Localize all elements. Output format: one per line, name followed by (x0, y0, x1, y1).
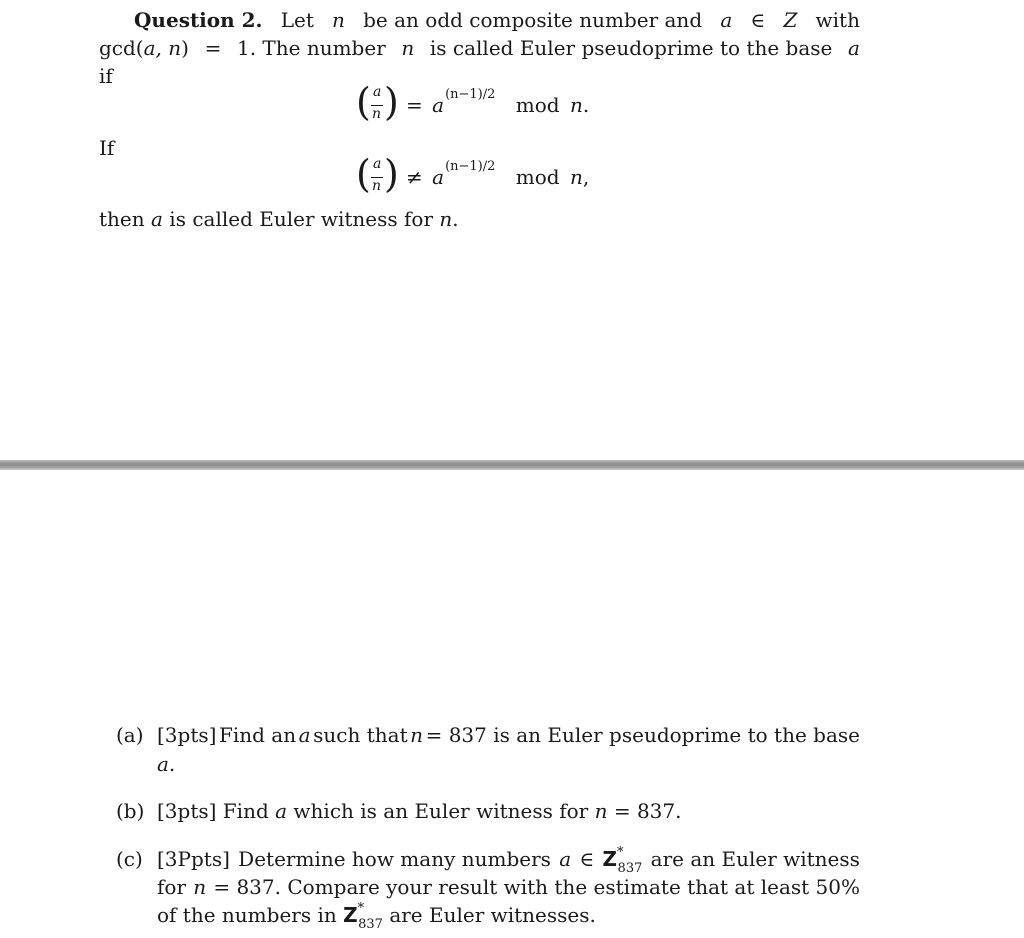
part-c-label: (c) (116, 847, 143, 871)
if-label: If (99, 136, 115, 160)
var-n: n (332, 8, 345, 32)
page-divider (0, 460, 1024, 470)
var-a: a (720, 8, 733, 32)
set-Z-837: $Z^*_{837}$ (343, 901, 383, 932)
var-a: a (848, 36, 860, 60)
right-paren: ) (384, 80, 399, 124)
text: be an odd composite number and (363, 8, 703, 32)
text: is called Euler pseudoprime to the base (429, 36, 833, 60)
symbol-in: ∈ (750, 8, 766, 32)
intro-if: if (99, 64, 113, 88)
equation-rhs: = $a^{(n-1)/2}$ mod n. (406, 87, 590, 117)
conclusion-line: then a is called Euler witness for n. (99, 207, 459, 231)
jacobi-denominator: n (372, 106, 382, 122)
part-c-line-1: [3Ppts] Determine how many numbers a ∈ $Z^*_{837}$ are an Euler witness (157, 845, 860, 876)
intro-line-1 (134, 6, 860, 34)
part-a-line-2: a. (157, 752, 176, 776)
set-Z-837: $Z^*_{837}$ (602, 845, 643, 876)
right-paren: ) (384, 152, 399, 196)
equation-witness (356, 154, 616, 204)
left-paren: ( (356, 152, 371, 196)
jacobi-numerator: a (373, 156, 382, 172)
var-n: n (401, 36, 415, 60)
text: 1. The number (236, 36, 386, 60)
gcd-expression: gcd(a, n) (99, 36, 189, 60)
text: Let (280, 8, 314, 32)
question-heading: Question 2. (134, 8, 263, 32)
equation-rhs: ≠ $a^{(n-1)/2}$ mod n, (406, 159, 590, 189)
part-c-line-3: of the numbers in $Z^*_{837}$ are Euler witnesses. (157, 901, 596, 932)
left-paren: ( (356, 80, 371, 124)
jacobi-denominator: n (372, 178, 382, 194)
equals: = (204, 36, 222, 60)
part-c-line-2: for n = 837. Compare your result with the estimate that at least 50% (157, 875, 860, 899)
set-Z: Z (783, 8, 798, 32)
equation-pseudoprime (356, 82, 616, 132)
part-a-line-1: [3pts] Find an a such that n = 837 is an Euler pseudoprime to the base (157, 723, 860, 747)
intro-line-2 (99, 34, 860, 62)
part-b-line: [3pts] Find a which is an Euler witness for n = 837. (157, 799, 682, 823)
part-a-label: (a) (116, 723, 144, 747)
jacobi-numerator: a (373, 84, 382, 100)
text: with (815, 8, 860, 32)
part-b-label: (b) (116, 799, 145, 823)
